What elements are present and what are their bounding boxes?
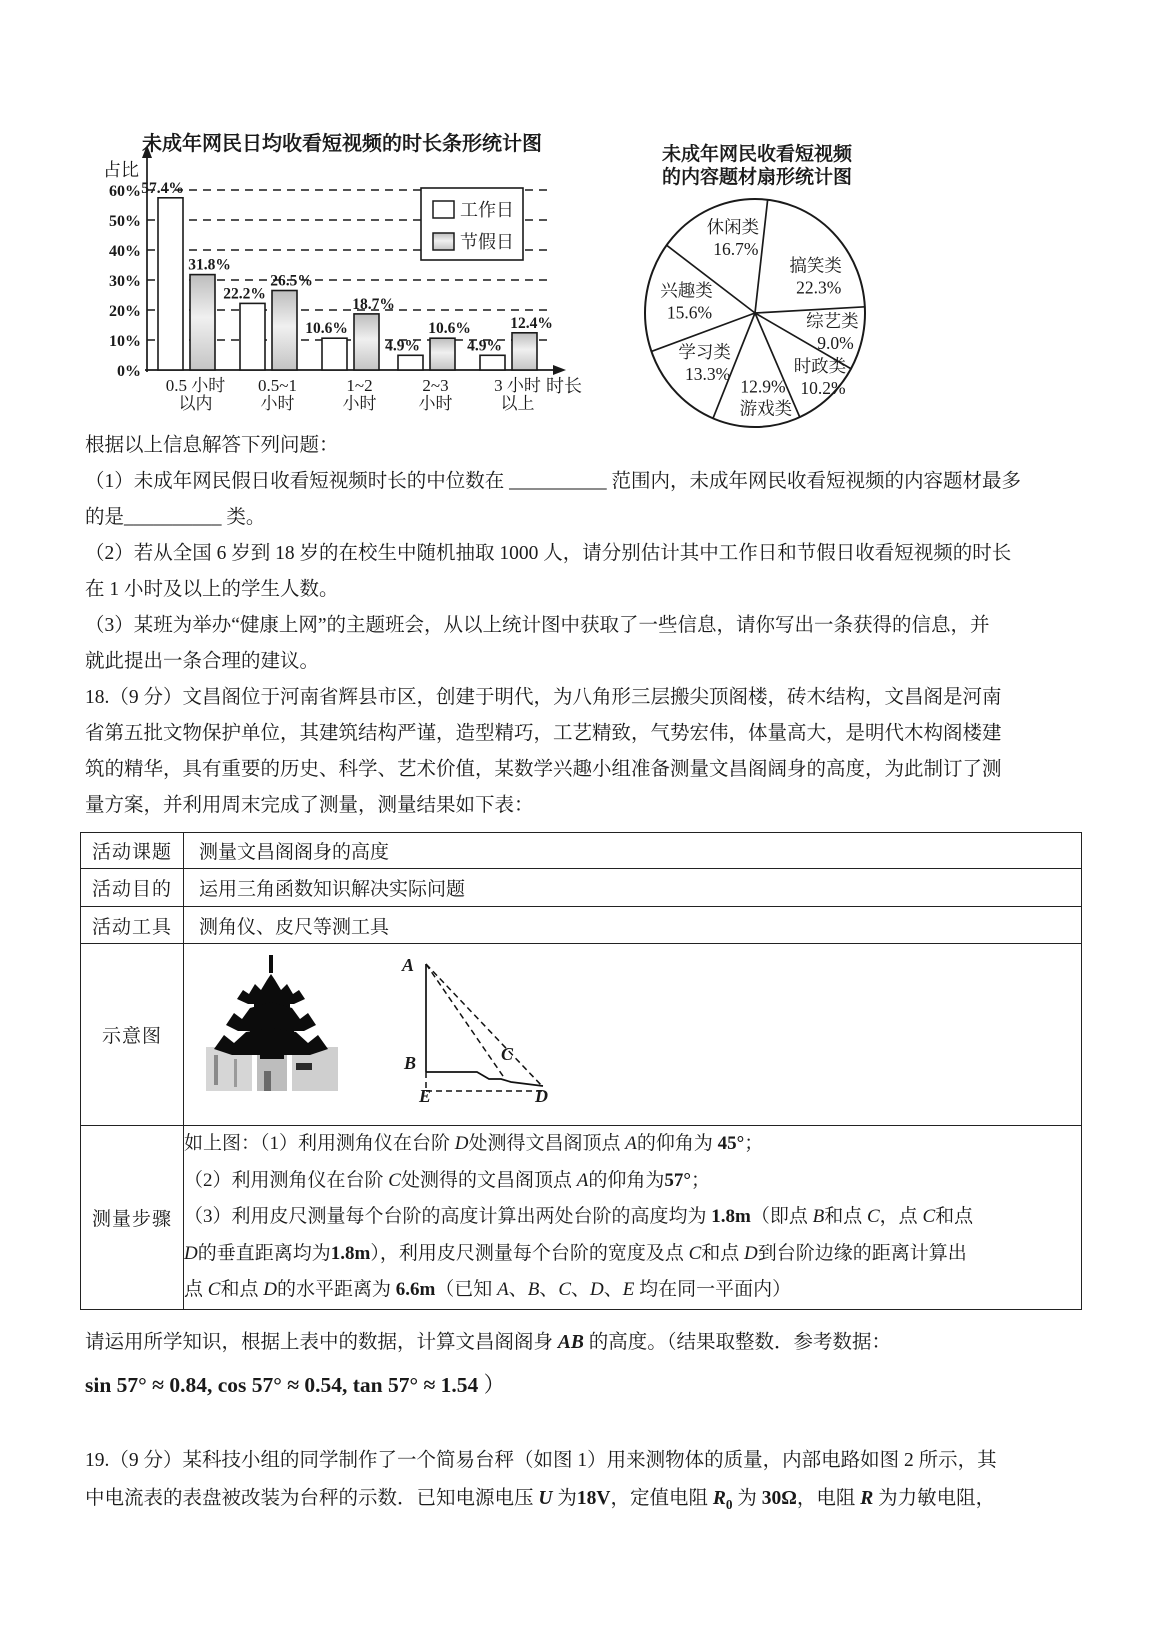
- reference-data-line: [85, 1372, 505, 1398]
- legend-workday-label: 工作日: [460, 200, 514, 220]
- x-category-label: 以上: [500, 394, 535, 413]
- bar-chart-title: 未成年网民日均收看短视频的时长条形统计图: [142, 133, 542, 155]
- pie-label-4: 学习类: [678, 341, 731, 362]
- schematic-cell: [184, 944, 1081, 1125]
- bar-工作日-3: [398, 355, 423, 370]
- pie-chart-title: 未成年网民收看短视频: [661, 144, 853, 165]
- paragraph-line: 筑的精华，具有重要的历史、科学、艺术价值，某数学兴趣小组准备测量文昌阁阔身的高度，为此制订了测: [85, 759, 1002, 780]
- x-axis-arrow: [553, 365, 566, 375]
- text-segment: E: [622, 1279, 635, 1300]
- text-segment: 均在同一平面内）: [634, 1279, 792, 1300]
- bar-节假日-0: [190, 275, 215, 370]
- pie-label-0: 22.3%: [796, 277, 842, 298]
- pie-label-5: 15.6%: [666, 302, 713, 323]
- bar-value-label: 10.6%: [428, 320, 471, 338]
- text-segment: 为: [732, 1488, 762, 1509]
- text-segment: 和点: [935, 1206, 974, 1227]
- pie-label-6: 16.7%: [713, 239, 759, 260]
- table-row: [81, 833, 1081, 869]
- text-segment: （2）利用测角仪在台阶: [184, 1169, 389, 1191]
- table-row: [81, 869, 1081, 907]
- text-segment: 的垂直距离均为: [197, 1242, 331, 1264]
- y-axis-title: 占比: [103, 160, 139, 180]
- text-segment: 为: [552, 1488, 577, 1509]
- text-segment: 19.（9 分）某科技小组的同学制作了一个简易台秤（如图 1）用来测物体的质量，内部电路如图 2 所示，其: [85, 1450, 997, 1471]
- text-segment: 1.8m: [711, 1206, 751, 1227]
- pagoda-photo: [204, 950, 339, 1092]
- pie-label-2: 10.2%: [800, 378, 846, 399]
- text-segment: 、: [571, 1279, 591, 1300]
- bar-工作日-1: [240, 303, 265, 370]
- y-tick-label: 10%: [109, 333, 141, 350]
- bar-value-label: 57.4%: [141, 179, 184, 197]
- bar-value-label: 26.5%: [270, 272, 313, 290]
- steps-cell: [184, 1126, 1081, 1309]
- text-segment: B: [812, 1206, 825, 1227]
- pie-label-1: 综艺类: [806, 310, 859, 331]
- x-category-label: 3 小时: [494, 376, 541, 395]
- pie-label-1: 9.0%: [817, 332, 854, 353]
- text-segment: 6.6m: [395, 1279, 436, 1300]
- text-segment: A: [497, 1279, 509, 1300]
- text-segment: B: [527, 1279, 540, 1300]
- text-segment: 、: [508, 1279, 528, 1300]
- pie-chart-title: 的内容题材扇形统计图: [661, 167, 853, 188]
- row-label: 示意图: [81, 944, 184, 1125]
- bar-工作日-0: [158, 198, 183, 370]
- text-segment: 到台阶边缘的距离计算出: [757, 1242, 967, 1264]
- text-segment: D: [263, 1279, 277, 1300]
- text-segment: 中电流表的表盘被改装为台秤的示数．已知电源电压: [85, 1488, 539, 1509]
- text-segment: ，定值电阻: [610, 1488, 713, 1509]
- text-segment: 18V: [576, 1488, 611, 1509]
- text-segment: （3）利用皮尺测量每个台阶的高度计算出两处台阶的高度均为: [184, 1206, 712, 1227]
- x-category-label: 1~2: [346, 376, 373, 395]
- bar-value-label: 10.6%: [305, 320, 348, 338]
- pagoda-wall-mark: [234, 1059, 237, 1087]
- pagoda-wall-mark: [214, 1055, 218, 1085]
- step-line: [184, 1236, 1081, 1273]
- text-segment: 点: [184, 1279, 208, 1300]
- x-category-label: 0.5~1: [258, 376, 297, 395]
- pie-label-2: 时政类: [793, 356, 847, 377]
- y-tick-label: 30%: [109, 273, 141, 290]
- legend-holiday-swatch: [433, 233, 454, 250]
- point-label-A: A: [402, 955, 415, 975]
- bar-value-label: 12.4%: [510, 314, 553, 332]
- text-segment: 为力敏电阻，: [873, 1488, 996, 1509]
- bar-value-label: 18.7%: [352, 295, 395, 313]
- text-segment: 30Ω: [761, 1488, 797, 1509]
- text-segment: （即点: [750, 1206, 813, 1227]
- pie-label-3: 游戏类: [739, 398, 793, 419]
- bar-value-label: 31.8%: [188, 256, 231, 274]
- y-tick-label: 50%: [109, 213, 141, 230]
- text-segment: C: [866, 1206, 880, 1227]
- y-tick-label: 60%: [109, 183, 141, 200]
- bar-节假日-4: [512, 333, 537, 370]
- text-segment: R: [860, 1488, 874, 1509]
- paragraph-line: 在 1 小时及以上的学生人数。: [85, 579, 339, 600]
- text-segment: 1.8m: [330, 1242, 371, 1264]
- text-segment: 的水平距离为: [276, 1279, 396, 1300]
- text-segment: 和点: [824, 1206, 867, 1227]
- text-segment: ，点: [879, 1206, 923, 1227]
- x-category-label: 2~3: [422, 376, 449, 395]
- sightline-AC: [426, 964, 505, 1079]
- text-segment: D: [590, 1279, 604, 1300]
- row-label: 测量步骤: [81, 1126, 184, 1309]
- text-segment: C: [688, 1242, 702, 1264]
- bar-节假日-3: [430, 338, 455, 370]
- text-segment: 处测得文昌阁顶点: [468, 1133, 626, 1154]
- text-segment: A: [576, 1169, 589, 1191]
- text-segment: 的仰角为: [636, 1133, 718, 1154]
- text-segment: 、: [539, 1279, 559, 1300]
- bar-value-label: 22.2%: [223, 285, 266, 303]
- text-segment: C: [388, 1169, 401, 1191]
- question-line: [85, 1448, 997, 1474]
- row-label: 活动工具: [81, 907, 184, 943]
- pagoda-silhouette: [214, 955, 328, 1059]
- table-row: [81, 907, 1081, 944]
- text-segment: 如上图：（1）利用测角仪在台阶: [184, 1133, 455, 1154]
- paragraph-line: 18.（9 分）文昌阁位于河南省辉县市区，创建于明代，为八角形三层搬尖顶阁楼，砖木结构，文昌阁是河南: [85, 687, 1002, 708]
- statistics-charts: [0, 0, 1158, 460]
- point-label-C: C: [501, 1044, 514, 1064]
- legend-holiday-label: 节假日: [460, 232, 514, 252]
- text-segment: ；: [690, 1169, 710, 1191]
- pie-label-4: 13.3%: [685, 363, 731, 384]
- text-segment: 的仰角为: [588, 1169, 665, 1191]
- text-segment: 和点: [701, 1242, 745, 1264]
- text-segment: ；: [744, 1133, 764, 1154]
- ground-steps-line: [426, 1072, 543, 1086]
- x-category-label: 小时: [418, 394, 453, 413]
- row-content: 运用三角函数知识解决实际问题: [199, 879, 466, 900]
- table-row-schematic: [81, 944, 1081, 1126]
- question-text-block: [85, 428, 1135, 824]
- text-segment: （已知: [435, 1279, 498, 1300]
- y-tick-label: 0%: [117, 363, 141, 380]
- text-segment: D: [454, 1133, 469, 1154]
- paragraph-line: 根据以上信息解答下列问题：: [85, 435, 339, 456]
- bar-value-label: 4.9%: [467, 337, 502, 355]
- text-segment: AB: [557, 1332, 584, 1353]
- pie-label-3: 12.9%: [740, 376, 786, 397]
- x-axis-title: 时长: [546, 376, 582, 396]
- bar-节假日-2: [354, 314, 379, 370]
- question-line: [85, 1486, 995, 1518]
- pie-label-5: 兴趣类: [660, 280, 713, 301]
- paragraph-line: （2）若从全国 6 岁到 18 岁的在校生中随机抽取 1000 人，请分别估计其中工作日和节假日收看短视频的时长: [85, 543, 1012, 564]
- text-segment: D: [744, 1242, 758, 1264]
- row-label: 活动目的: [81, 869, 184, 906]
- step-line: [184, 1272, 1081, 1309]
- text-segment: 请运用所学知识，根据上表中的数据，计算文昌阁阁身: [85, 1332, 558, 1353]
- paragraph-line: 的是__________ 类。: [85, 507, 266, 528]
- text-segment: D: [184, 1242, 198, 1264]
- row-content: 测角仪、皮尺等测工具: [199, 916, 390, 938]
- pie-label-6: 休闲类: [706, 217, 760, 238]
- paragraph-line: 量方案，并利用周末完成了测量，测量结果如下表：: [85, 795, 534, 816]
- x-category-label: 小时: [342, 394, 377, 413]
- point-label-D: D: [535, 1086, 548, 1106]
- point-label-B: B: [404, 1053, 417, 1073]
- text-segment: C: [558, 1279, 571, 1300]
- text-segment: C: [207, 1279, 221, 1300]
- text-segment: U: [538, 1488, 553, 1509]
- question-line: [85, 1330, 891, 1356]
- paragraph-line: 就此提出一条合理的建议。: [85, 651, 320, 672]
- row-content: 测量文昌阁阁身的高度: [199, 842, 390, 863]
- pagoda-door: [264, 1071, 271, 1091]
- row-label: 活动课题: [81, 833, 184, 868]
- legend-workday-swatch: [433, 201, 454, 218]
- point-label-E: E: [419, 1086, 432, 1106]
- measurement-diagram: [389, 947, 579, 1099]
- step-line: [184, 1199, 1081, 1236]
- paragraph-line: （1）未成年网民假日收看短视频时长的中位数在 __________ 范围内，未成年网民收看短视频的内容题材最多: [85, 471, 1022, 492]
- activity-table: [80, 832, 1082, 1310]
- x-category-label: 小时: [260, 394, 295, 413]
- bar-工作日-2: [322, 338, 347, 370]
- sightline-AD: [426, 964, 542, 1086]
- text-segment: 0: [725, 1496, 733, 1512]
- text-segment: sin 57° ≈ 0.84, cos 57° ≈ 0.54, tan 57° ≈ 1.54: [85, 1373, 479, 1397]
- text-segment: ），利用皮尺测量每个台阶的宽度及点: [370, 1242, 689, 1264]
- text-segment: 、: [603, 1279, 623, 1300]
- bar-工作日-4: [480, 355, 505, 370]
- table-row-steps: [81, 1126, 1081, 1309]
- pie-label-0: 搞笑类: [789, 255, 842, 276]
- text-segment: 57°: [664, 1169, 691, 1191]
- pagoda-window: [296, 1063, 312, 1070]
- text-segment: 和点: [220, 1279, 264, 1300]
- paragraph-line: （3）某班为举办“健康上网”的主题班会，从以上统计图中获取了一些信息，请你写出一条获得的信息，并: [85, 615, 990, 636]
- y-tick-label: 40%: [109, 243, 141, 260]
- text-segment: R: [712, 1488, 726, 1509]
- step-line: [184, 1163, 1081, 1200]
- y-tick-label: 20%: [109, 303, 141, 320]
- step-line: [184, 1126, 1081, 1163]
- text-segment: 45°: [717, 1133, 745, 1154]
- text-segment: 处测得的文昌阁顶点: [400, 1169, 577, 1191]
- text-segment: C: [922, 1206, 936, 1227]
- text-segment: ）: [478, 1373, 506, 1397]
- bar-节假日-1: [272, 291, 297, 371]
- x-category-label: 以内: [178, 394, 213, 413]
- x-category-label: 0.5 小时: [165, 376, 226, 395]
- text-segment: ，电阻: [796, 1488, 861, 1509]
- text-segment: A: [625, 1133, 637, 1154]
- text-segment: 的高度。（结果取整数．参考数据：: [583, 1332, 892, 1353]
- paragraph-line: 省第五批文物保护单位，其建筑结构严谨，造型精巧，工艺精致，气势宏伟，体量高大，是明代木构阁楼建: [85, 723, 1002, 744]
- bar-value-label: 4.9%: [385, 337, 420, 355]
